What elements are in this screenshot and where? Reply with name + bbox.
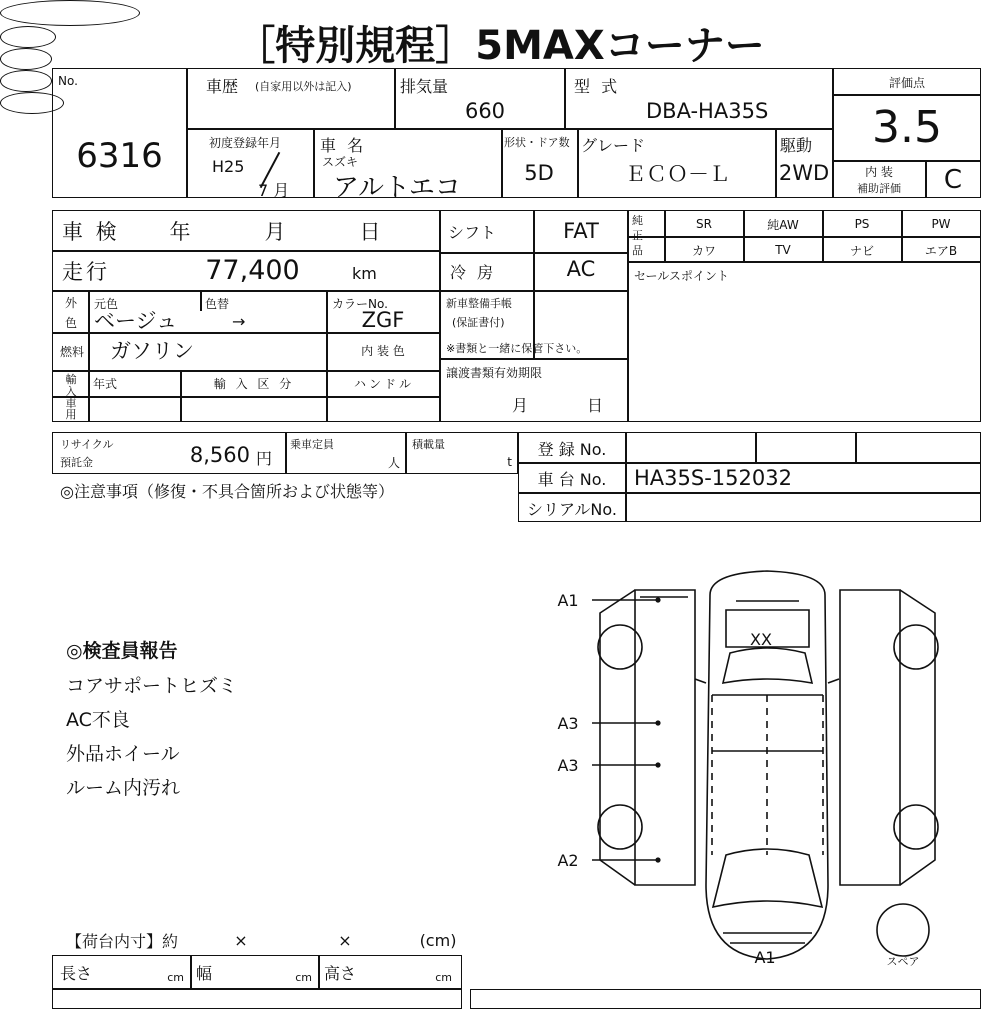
cargo-length-label: 長さ bbox=[60, 963, 93, 983]
equipment-tv[interactable]: TV bbox=[775, 243, 791, 257]
equipment-pw[interactable]: PW bbox=[931, 217, 951, 231]
mileage-unit: km bbox=[352, 263, 377, 283]
diagram-label-a2: A2 bbox=[557, 850, 579, 870]
sales-point-label: セールスポイント bbox=[634, 268, 729, 283]
car-damage-diagram bbox=[540, 555, 990, 985]
shift-label: シフト bbox=[448, 222, 497, 242]
interior-rating-value: C bbox=[943, 165, 963, 195]
insp-h5 bbox=[52, 396, 440, 398]
equipment-pw-circle bbox=[0, 70, 52, 92]
chassis-value: HA35S-152032 bbox=[634, 466, 792, 490]
insp-h4 bbox=[52, 370, 440, 372]
grade-label: グレード bbox=[581, 135, 646, 155]
car-name-label: 車 名 bbox=[320, 135, 367, 155]
color-no-label: カラーNo. bbox=[332, 296, 388, 311]
cargo-title: 【荷台内寸】約 bbox=[66, 931, 179, 951]
insp-h1 bbox=[52, 250, 440, 252]
color-change-label: 色替 bbox=[205, 296, 230, 311]
rating-value: 3.5 bbox=[872, 101, 942, 153]
seats-unit: 人 bbox=[387, 455, 400, 470]
cargo-v1 bbox=[190, 955, 192, 989]
model-label: 型 式 bbox=[574, 76, 621, 96]
model-value: DBA-HA35S bbox=[646, 99, 769, 123]
reg-no-value bbox=[632, 437, 752, 459]
cargo-unit: (cm) bbox=[419, 930, 457, 950]
lot-label: No. bbox=[58, 74, 78, 88]
diagram-front-label: A1 bbox=[754, 947, 776, 967]
diagram-spare-label: スペア bbox=[886, 955, 920, 968]
diagram-label-a1-left: A1 bbox=[557, 590, 579, 610]
cargo-block-next bbox=[52, 989, 462, 1009]
eq-h1 bbox=[628, 236, 981, 238]
ac-value: AC bbox=[566, 257, 596, 281]
history-label: 車歴 bbox=[206, 76, 239, 96]
serial-value bbox=[634, 497, 964, 519]
recycle-label-1: リサイクル bbox=[60, 438, 114, 451]
cargo-x2: × bbox=[338, 930, 352, 950]
interior-color-label: 内 装 色 bbox=[361, 343, 405, 358]
inspection-label: 車 検 bbox=[62, 220, 120, 244]
inspector-title: ◎検査員報告 bbox=[66, 639, 178, 662]
drive-label: 駆動 bbox=[780, 135, 813, 155]
shift-value: FAT bbox=[563, 219, 599, 243]
insp-v2 bbox=[88, 290, 90, 370]
sales-point-block bbox=[628, 262, 981, 422]
lot-number: 6316 bbox=[76, 136, 163, 176]
cargo-v2 bbox=[318, 955, 320, 989]
exterior-label-1: 外 bbox=[64, 295, 77, 310]
inspection-month: 月 bbox=[264, 220, 286, 244]
orig-color-label: 元色 bbox=[94, 296, 119, 311]
transfer-label: 譲渡書類有効期限 bbox=[446, 365, 543, 380]
equipment-navi[interactable]: ナビ bbox=[849, 243, 874, 258]
inspection-year: 年 bbox=[169, 220, 191, 244]
first-reg-month: 7 月 bbox=[258, 180, 290, 200]
recycle-unit: 円 bbox=[256, 448, 273, 468]
reg-h2 bbox=[518, 492, 981, 494]
cargo-height-unit: cm bbox=[435, 970, 452, 984]
grade-value: ＥＣＯ－Ｌ bbox=[625, 162, 730, 186]
seats-label: 乗車定員 bbox=[290, 438, 334, 451]
color-arrow: → bbox=[232, 311, 246, 331]
recycle-value: 8,560 bbox=[189, 443, 250, 467]
cargo-x1: × bbox=[234, 930, 248, 950]
inspector-line-3: 外品ホイール bbox=[66, 742, 180, 765]
first-reg-era: H25 bbox=[212, 156, 245, 176]
cargo-length-unit: cm bbox=[167, 970, 184, 984]
equipment-aw[interactable]: 純AW bbox=[767, 217, 799, 232]
equipment-sr[interactable]: SR bbox=[696, 217, 712, 231]
handle-label: ハンドル bbox=[353, 376, 414, 391]
first-reg-label: 初度登録年月 bbox=[209, 135, 282, 150]
fuel-value: ガソリン bbox=[110, 339, 194, 363]
mileage-value: 77,400 bbox=[205, 254, 300, 286]
recycle-label-2: 預託金 bbox=[60, 456, 93, 469]
insp-h2 bbox=[52, 290, 440, 292]
cargo-width-label: 幅 bbox=[196, 963, 213, 983]
inspector-line-4: ルーム内汚れ bbox=[66, 776, 181, 799]
color-value: ベージュ bbox=[94, 309, 178, 333]
car-name-value: アルトエコ bbox=[333, 172, 461, 203]
history-note: (自家用以外は記入) bbox=[255, 80, 352, 93]
reg-v3 bbox=[855, 432, 857, 462]
exterior-label-2: 色 bbox=[64, 315, 77, 330]
import-label-1: 輸 bbox=[65, 372, 77, 386]
cargo-width-unit: cm bbox=[295, 970, 312, 984]
diagram-label-a3-upper: A3 bbox=[557, 713, 579, 733]
equipment-ps-circle bbox=[0, 48, 52, 70]
serial-label: シリアルNo. bbox=[527, 499, 617, 519]
displacement-value: 660 bbox=[464, 99, 506, 123]
interior-rating-label-1: 内 装 bbox=[865, 165, 893, 179]
caution-label: ◎注意事項（修復・不具合箇所および状態等） bbox=[60, 481, 394, 501]
inspector-line-1: コアサポートヒズミ bbox=[66, 674, 238, 697]
genuine-label-1: 純 bbox=[632, 214, 643, 227]
inspection-day: 日 bbox=[359, 220, 381, 244]
equipment-airbag[interactable]: エアB bbox=[924, 243, 958, 258]
mileage-label: 走行 bbox=[62, 260, 110, 284]
warranty-label-2: (保証書付) bbox=[452, 316, 505, 329]
import-class-label: 輸 入 区 分 bbox=[213, 376, 295, 391]
insp-v1 bbox=[88, 370, 90, 422]
doors-label: 形状・ドア数 bbox=[504, 136, 570, 149]
color-no-value: ZGF bbox=[361, 308, 405, 332]
transfer-day: 日 bbox=[586, 395, 603, 415]
reg-v1 bbox=[625, 432, 627, 522]
mid-h3 bbox=[440, 358, 628, 360]
page-title: ［特別規程］5MAXコーナー bbox=[235, 22, 765, 69]
genuine-label-2: 正 bbox=[632, 229, 643, 242]
year-model-label: 年式 bbox=[93, 376, 118, 391]
import-label-4: 用 bbox=[65, 407, 77, 421]
genuine-label-3: 品 bbox=[632, 244, 643, 257]
recycle-v2 bbox=[405, 432, 407, 474]
drive-value: 2WD bbox=[778, 161, 830, 185]
load-unit: t bbox=[507, 455, 512, 469]
reg-v2 bbox=[755, 432, 757, 462]
equipment-ps[interactable]: PS bbox=[854, 217, 870, 231]
equipment-kawa[interactable]: カワ bbox=[691, 243, 716, 258]
sales-point-value bbox=[634, 288, 974, 308]
import-label-3: 車 bbox=[65, 396, 77, 410]
diagram-roof-mark: XX bbox=[750, 629, 772, 649]
rating-label: 評価点 bbox=[888, 75, 925, 90]
interior-rating-label-2: 補助評価 bbox=[857, 181, 901, 195]
warranty-label-1: 新車整備手帳 bbox=[446, 297, 512, 310]
chassis-label: 車 台 No. bbox=[537, 469, 607, 489]
cargo-height-label: 高さ bbox=[324, 963, 357, 983]
history-oval bbox=[0, 0, 140, 26]
diagram-bottom-block bbox=[470, 989, 981, 1009]
fuel-label: 燃料 bbox=[59, 344, 84, 359]
equipment-aw-circle bbox=[0, 26, 56, 48]
maker-value: スズキ bbox=[322, 154, 359, 169]
warranty-note: ※書類と一緒に保管下さい。 bbox=[446, 342, 588, 355]
ac-label: 冷 房 bbox=[450, 262, 497, 282]
doors-value: 5D bbox=[524, 161, 554, 185]
diagram-label-a3-lower: A3 bbox=[557, 755, 579, 775]
spec-grid-v2 bbox=[564, 68, 566, 128]
reg-no-label: 登 録 No. bbox=[537, 439, 607, 459]
spec-grid-hline bbox=[187, 128, 833, 130]
load-label: 積載量 bbox=[412, 438, 445, 451]
inspector-line-2: AC不良 bbox=[66, 708, 130, 731]
displacement-label: 排気量 bbox=[400, 76, 449, 96]
import-label-2: 入 bbox=[65, 384, 77, 398]
transfer-month: 月 bbox=[511, 395, 528, 415]
